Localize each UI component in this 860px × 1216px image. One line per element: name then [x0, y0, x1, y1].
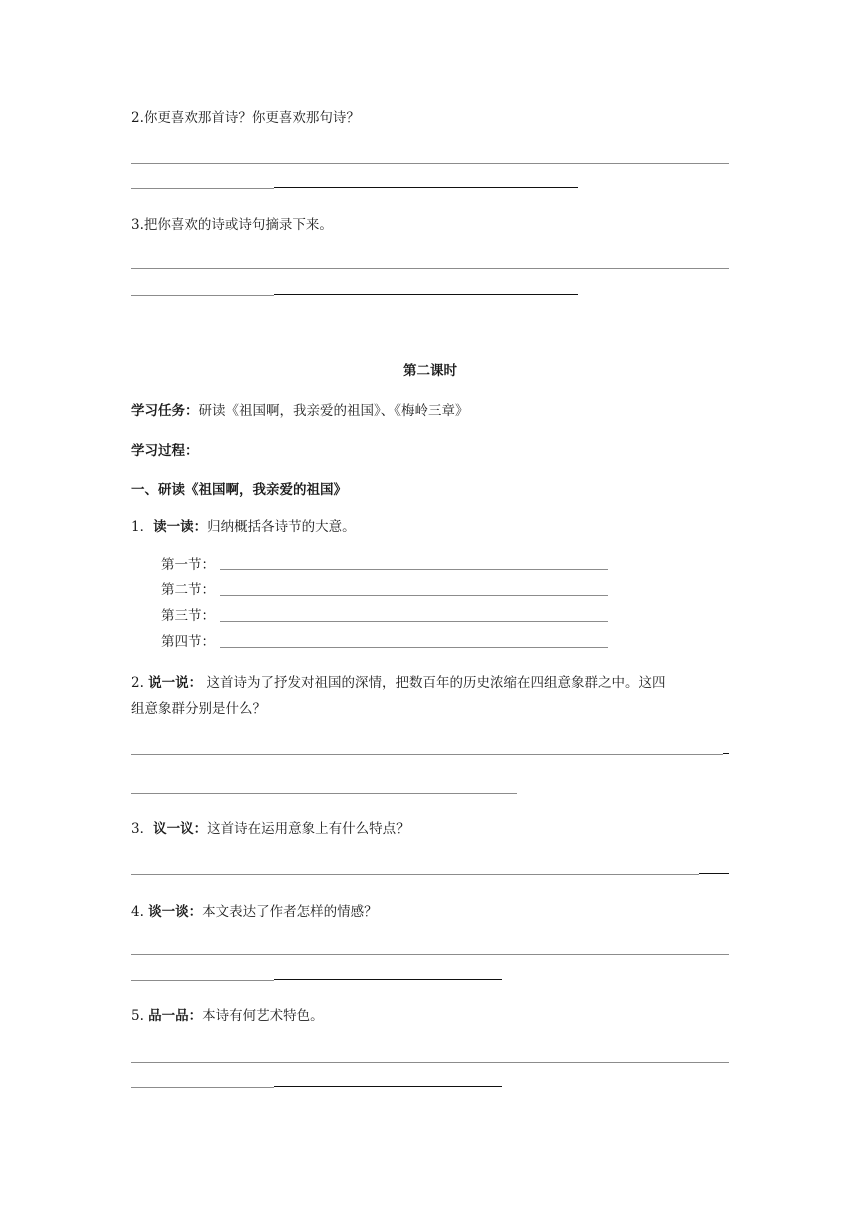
- answer-line: [131, 1087, 274, 1088]
- item-number: 5.: [131, 1008, 149, 1024]
- answer-line: [131, 754, 723, 755]
- item-5: [131, 1007, 324, 1025]
- item-3: [131, 820, 410, 838]
- item-label: 读一读：: [153, 519, 208, 535]
- answer-line: [131, 1062, 729, 1063]
- stanza-label: 第一节：: [161, 557, 215, 573]
- answer-line: [274, 294, 578, 295]
- item-number: 3．: [131, 821, 154, 837]
- stanza-label: 第四节：: [161, 634, 215, 650]
- answer-line: [131, 874, 699, 875]
- process-label: 学习过程：: [131, 443, 199, 459]
- answer-line: [131, 954, 729, 955]
- item-text: 本文表达了作者怎样的情感？: [202, 904, 378, 920]
- item-label: 议一议：: [153, 821, 208, 837]
- question-3: 3.把你喜欢的诗或诗句摘录下来。: [131, 217, 333, 233]
- item-number: 4.: [131, 904, 149, 920]
- section-title: 一、研读《祖国啊，我亲爱的祖国》: [131, 482, 347, 498]
- answer-line: [131, 980, 274, 981]
- item-1: [131, 518, 356, 536]
- question-2: 2.你更喜欢那首诗？你更喜欢那句诗？: [131, 110, 360, 126]
- lesson-title: 第二课时: [403, 363, 457, 379]
- answer-line: [274, 979, 502, 980]
- answer-line: [274, 187, 578, 188]
- stanza-label: 第三节：: [161, 608, 215, 624]
- stanza-label: 第二节：: [161, 582, 215, 598]
- task-label: 学习任务：: [131, 403, 199, 419]
- answer-line: [699, 873, 729, 874]
- learning-task: [131, 402, 469, 420]
- answer-line: [274, 1086, 502, 1087]
- answer-line: [131, 163, 729, 164]
- item-label: 谈一谈：: [148, 904, 203, 920]
- answer-line: [220, 569, 608, 570]
- item-2: [131, 674, 665, 692]
- item-text: 这首诗在运用意象上有什么特点？: [207, 821, 410, 837]
- item-label: 品一品：: [148, 1008, 203, 1024]
- answer-line: [220, 621, 608, 622]
- item-2-continued: 组意象群分别是什么？: [131, 701, 266, 717]
- answer-line: [131, 793, 517, 794]
- answer-line: [220, 595, 608, 596]
- answer-line: [131, 268, 729, 269]
- item-number: 2.: [131, 675, 149, 691]
- item-number: 1．: [131, 519, 154, 535]
- item-text: 本诗有何艺术特色。: [202, 1008, 324, 1024]
- item-text: 归纳概括各诗节的大意。: [207, 519, 356, 535]
- answer-line: [220, 647, 608, 648]
- task-text: 研读《祖国啊，我亲爱的祖国》、《梅岭三章》: [198, 403, 469, 419]
- answer-line: [131, 295, 274, 296]
- answer-line: [131, 188, 274, 189]
- item-text: 这首诗为了抒发对祖国的深情，把数百年的历史浓缩在四组意象群之中。这四: [202, 675, 666, 691]
- item-label: 说一说：: [148, 675, 203, 691]
- item-4: [131, 903, 378, 921]
- answer-line: [723, 753, 729, 754]
